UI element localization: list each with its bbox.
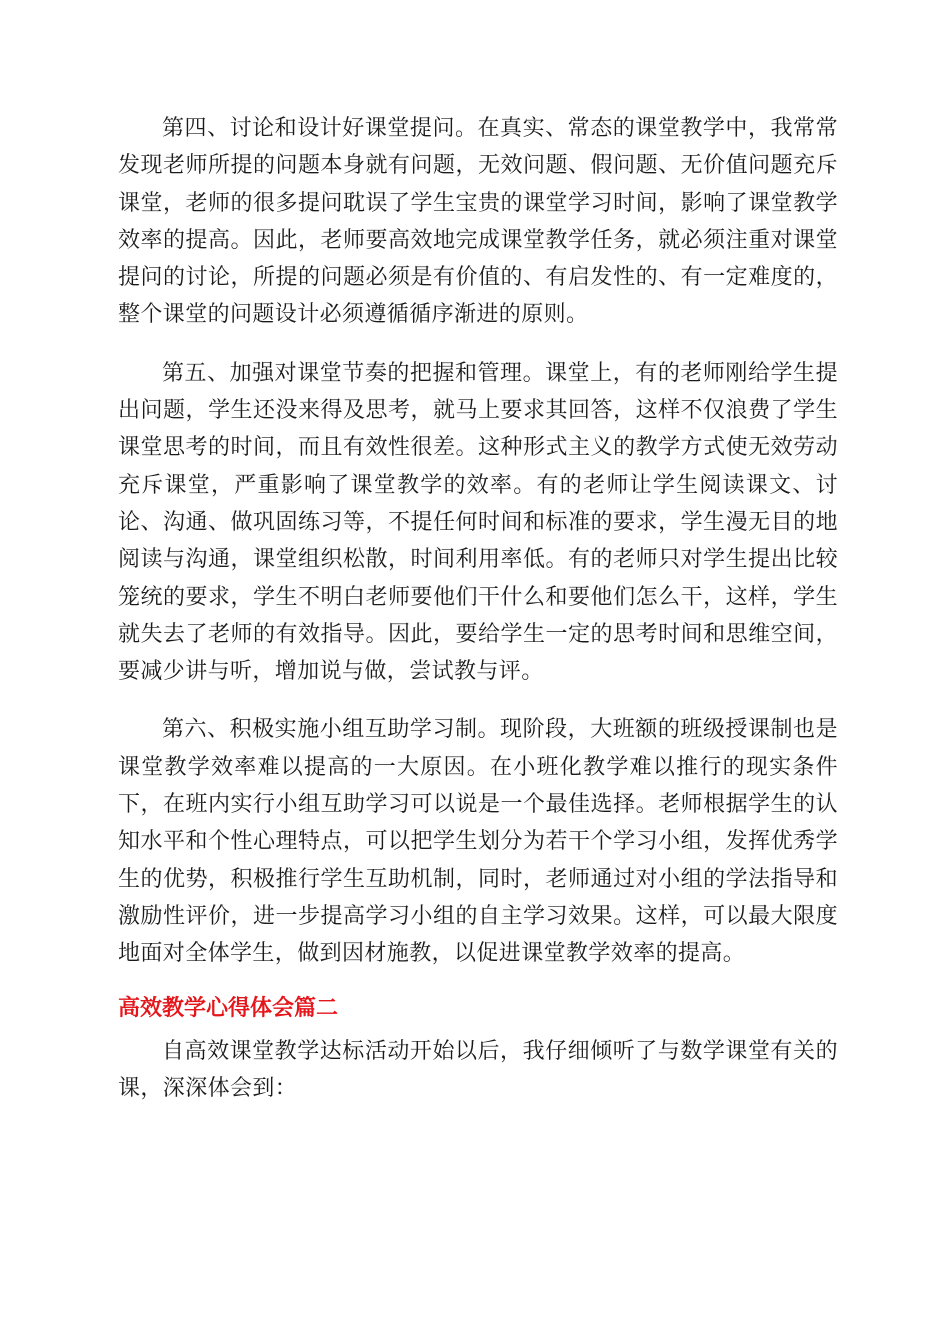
paragraph-section-intro: 自高效课堂教学达标活动开始以后，我仔细倾听了与数学课堂有关的课，深深体会到： [118, 1038, 838, 1101]
paragraph-fifth-point: 第五、加强对课堂节奏的把握和管理。课堂上，有的老师刚给学生提出问题，学生还没来得及思考，就马上要求其回答，这样不仅浪费了学生课堂思考的时间，而且有效性很差。这种形式主义的教学方式使无效劳动充斥课堂，严重影响了课堂教学的效率。有的老师让学生阅读课文、讨论、沟通、做巩固练习等，不提任何时间和标准的要求，学生漫无目的地阅读与沟通，课堂组织松散，时间利用率低。有的老师只对学生提出比较笼统的要求，学生不明白老师要他们干什么和要他们怎么干，这样，学生就失去了老师的有效指导。因此，要给学生一定的思考时间和思维空间，要减少讲与听，增加说与做，尝试教与评。 [118, 360, 838, 685]
section-heading: 高效教学心得体会篇二 [118, 995, 339, 1021]
paragraph-sixth-point: 第六、积极实施小组互助学习制。现阶段，大班额的班级授课制也是课堂教学效率难以提高的一大原因。在小班化教学难以推行的现实条件下，在班内实行小组互助学习可以说是一个最佳选择。老师根据学生的认知水平和个性心理特点，可以把学生划分为若干个学习小组，发挥优秀学生的优势，积极推行学生互助机制，同时，老师通过对小组的学法指导和激励性评价，进一步提高学习小组的自主学习效果。这样，可以最大限度地面对全体学生，做到因材施教，以促进课堂教学效率的提高。 [118, 717, 838, 967]
paragraph-fourth-point: 第四、讨论和设计好课堂提问。在真实、常态的课堂教学中，我常常发现老师所提的问题本身就有问题，无效问题、假问题、无价值问题充斥课堂，老师的很多提问耽误了学生宝贵的课堂学习时间，影响了课堂教学效率的提高。因此，老师要高效地完成课堂教学任务，就必须注重对课堂提问的讨论，所提的问题必须是有价值的、有启发性的、有一定难度的，整个课堂的问题设计必须遵循循序渐进的原则。 [118, 116, 838, 328]
document-body [118, 110, 838, 1107]
